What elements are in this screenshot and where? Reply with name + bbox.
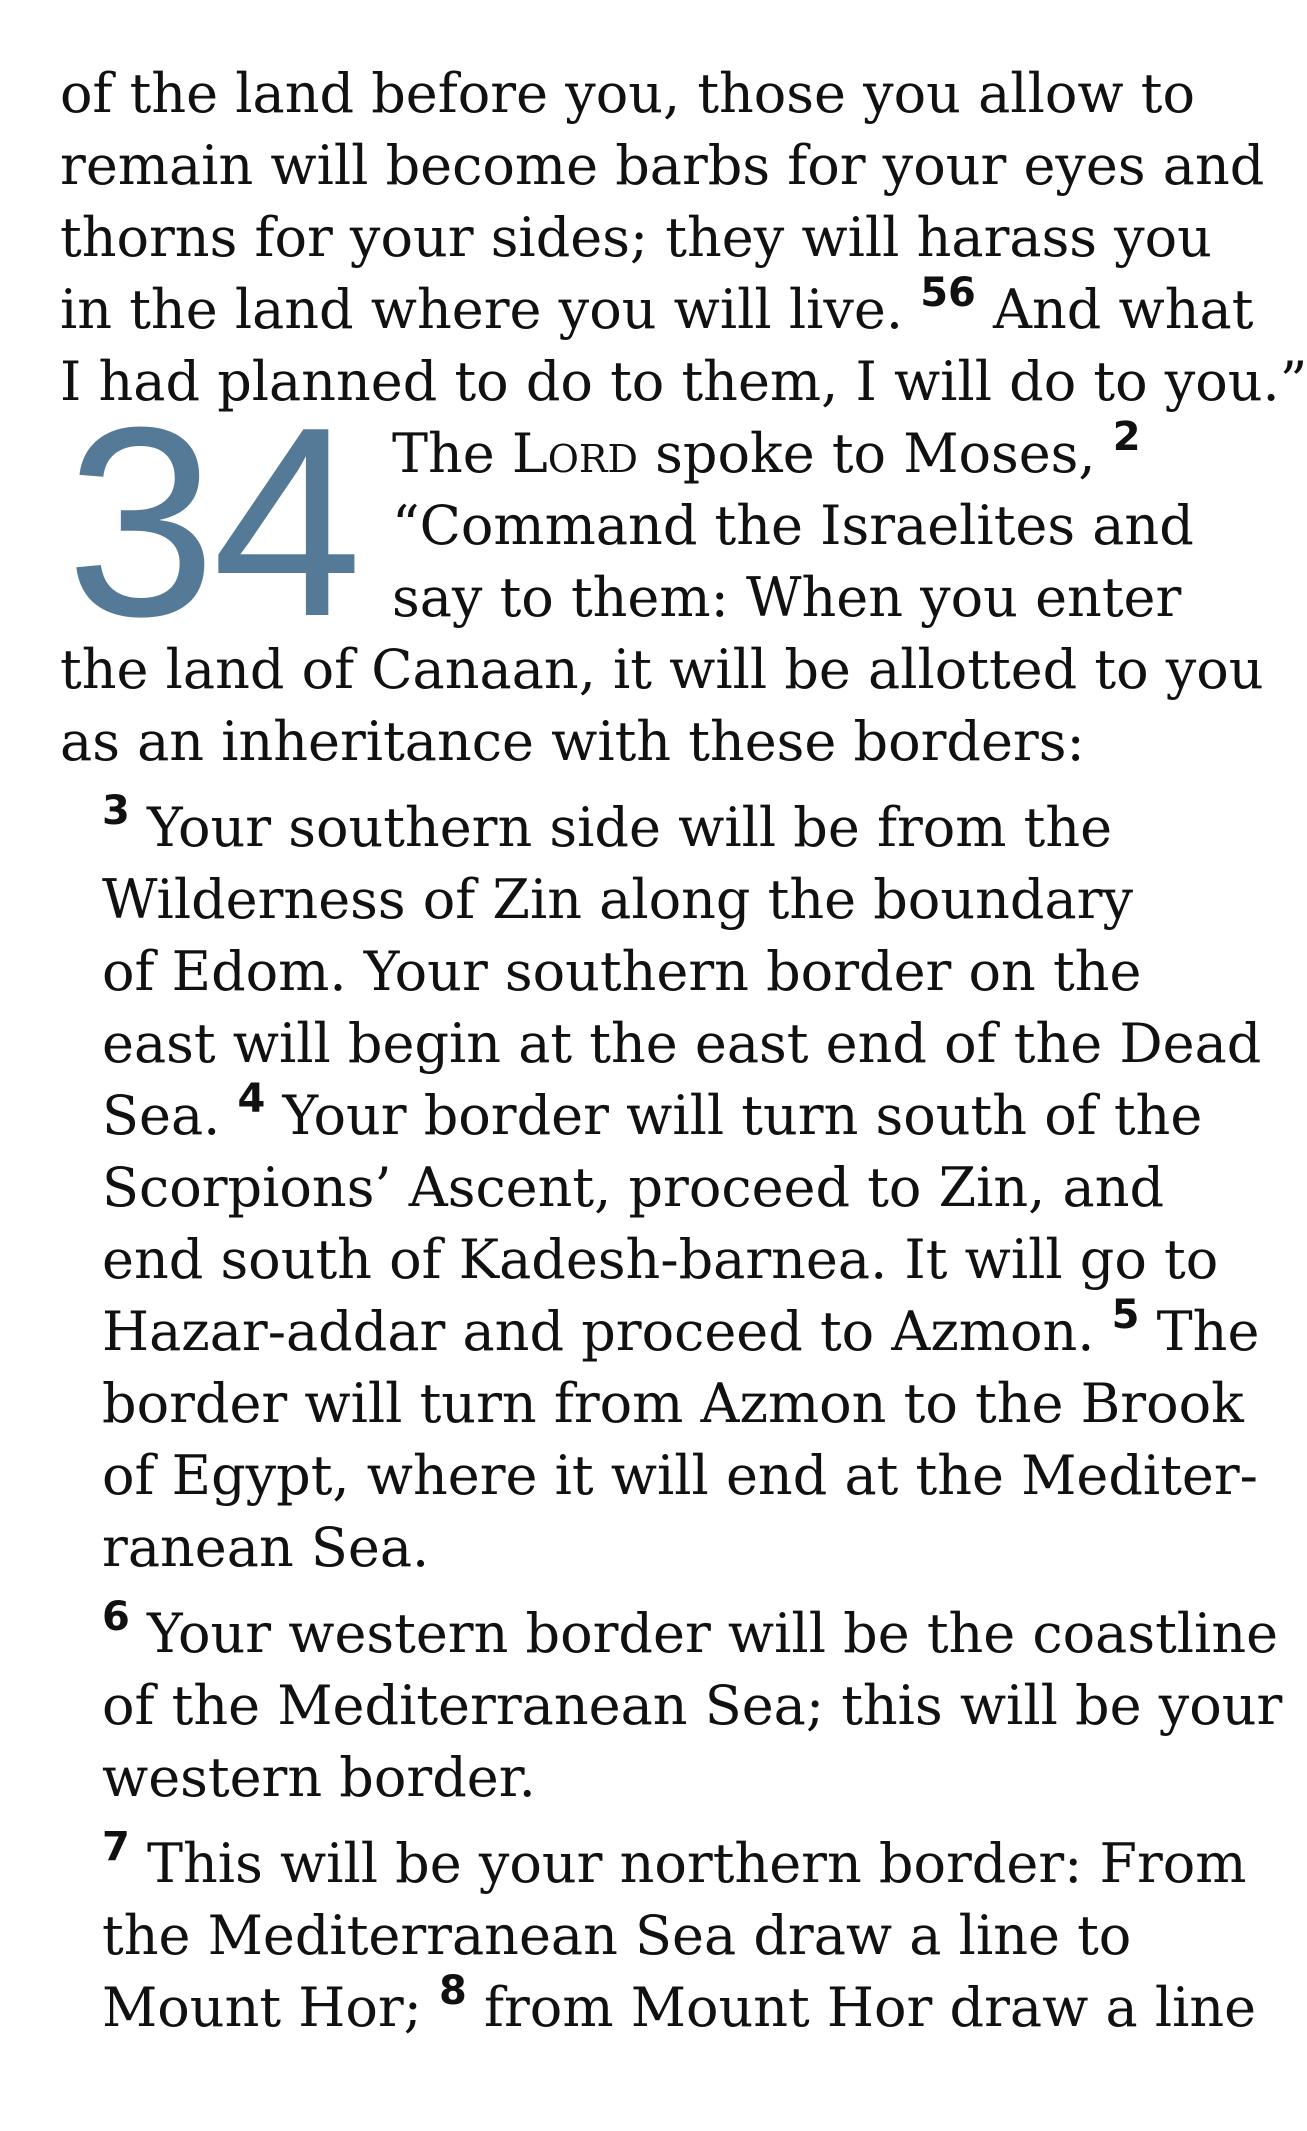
text-line [102,1008,1262,1080]
verse-number-8[interactable]: 8 [439,1968,467,2014]
text-line [102,1900,1200,1972]
chapter-opening-text [392,414,1194,634]
verse-number-4[interactable]: 4 [237,1076,266,1122]
paragraph-gap [102,1584,1200,1598]
text-line-content: as an inheritance with these borders: [60,710,1085,773]
text-line-content: “Command the Israelites and [392,494,1194,557]
text-line [102,1968,1257,2044]
text-line-content: And what [975,278,1254,341]
text-line [102,1440,1258,1512]
paragraph-gap [102,1814,1200,1828]
text-line [102,1670,1283,1742]
text-line [392,414,1194,490]
text-line [102,1824,1247,1900]
text-line [60,202,1212,274]
text-line-content: border will turn from Azmon to the Brook [102,1372,1244,1435]
text-line [102,1224,1219,1296]
text-line [102,1076,1203,1152]
text-line [102,936,1200,1008]
text-line-content: This will be your northern border: From [129,1832,1247,1895]
text-line-content: Hazar-addar and proceed to Azmon. [102,1300,1112,1363]
text-line [60,58,1200,130]
chapter-number: 34 [66,372,359,673]
text-line [102,1152,1200,1224]
text-line-content: Mount Hor; [102,1976,439,2039]
paragraph-southern-border [60,778,1262,1584]
verse-number-56[interactable]: 56 [920,270,976,316]
verse-number-6[interactable]: 6 [102,1594,130,1640]
verse-number-7[interactable]: 7 [102,1824,130,1870]
text-line [60,706,1200,778]
verse-number-3[interactable]: 3 [102,788,130,834]
text-line [102,1742,1200,1814]
lord-small-caps: Lord [511,422,639,485]
text-line [102,1292,1260,1368]
text-line [392,562,1194,634]
text-line [392,490,1194,562]
text-line-content: from Mount Hor draw a line [466,1976,1257,2039]
text-line-content: ranean Sea. [102,1516,430,1579]
text-line-content: of the Mediterranean Sea; this will be your [102,1674,1283,1737]
text-line [60,130,1265,202]
text-line-content: the Mediterranean Sea draw a line to [102,1904,1132,1967]
text-line-content: end south of Kadesh-barnea. It will go to [102,1228,1219,1291]
text-line [102,1594,1279,1670]
text-line-content: of the land before you, those you allow to [60,62,1195,125]
text-line-content: Your southern side will be from the [129,796,1113,859]
text-line [102,1368,1244,1440]
text-line-content: say to them: When you enter [392,566,1182,629]
text-line-content: The [392,422,512,485]
paragraph-gap [102,778,1200,792]
text-line-content: east will begin at the east end of the Dead [102,1012,1262,1075]
text-line-content: western border. [102,1746,536,1809]
text-line [60,270,1254,346]
paragraph-northern-border [60,1814,1257,2044]
text-line-content: Your border will turn south of the [265,1084,1203,1147]
text-line-content: Scorpions’ Ascent, proceed to Zin, and [102,1156,1165,1219]
text-line-content: I had planned to do to them, I will do to you.” [60,350,1307,413]
reading-page [60,58,1307,2044]
text-line-content: thorns for your sides; they will harass you [60,206,1212,269]
text-line-content: The [1139,1300,1260,1363]
text-line-content: in the land where you will live. [60,278,921,341]
text-line [102,788,1200,864]
text-line-content: of Edom. Your southern border on the [102,940,1142,1003]
text-line-content: Your western border will be the coastline [129,1602,1279,1665]
text-line [102,864,1200,936]
text-line [102,1512,1200,1584]
paragraph-western-border [60,1584,1283,1814]
verse-number-5[interactable]: 5 [1111,1292,1140,1338]
text-line-content: remain will become barbs for your eyes and [60,134,1265,197]
text-line-content: of Egypt, where it will end at the Mediter- [102,1444,1258,1507]
text-line-content: spoke to Moses, [638,422,1113,485]
text-line-content: the land of Canaan, it will be allotted to you [60,638,1264,701]
text-line-content: Sea. [102,1084,238,1147]
text-line-content: Wilderness of Zin along the boundary [102,868,1133,931]
verse-number-2[interactable]: 2 [1112,414,1141,460]
